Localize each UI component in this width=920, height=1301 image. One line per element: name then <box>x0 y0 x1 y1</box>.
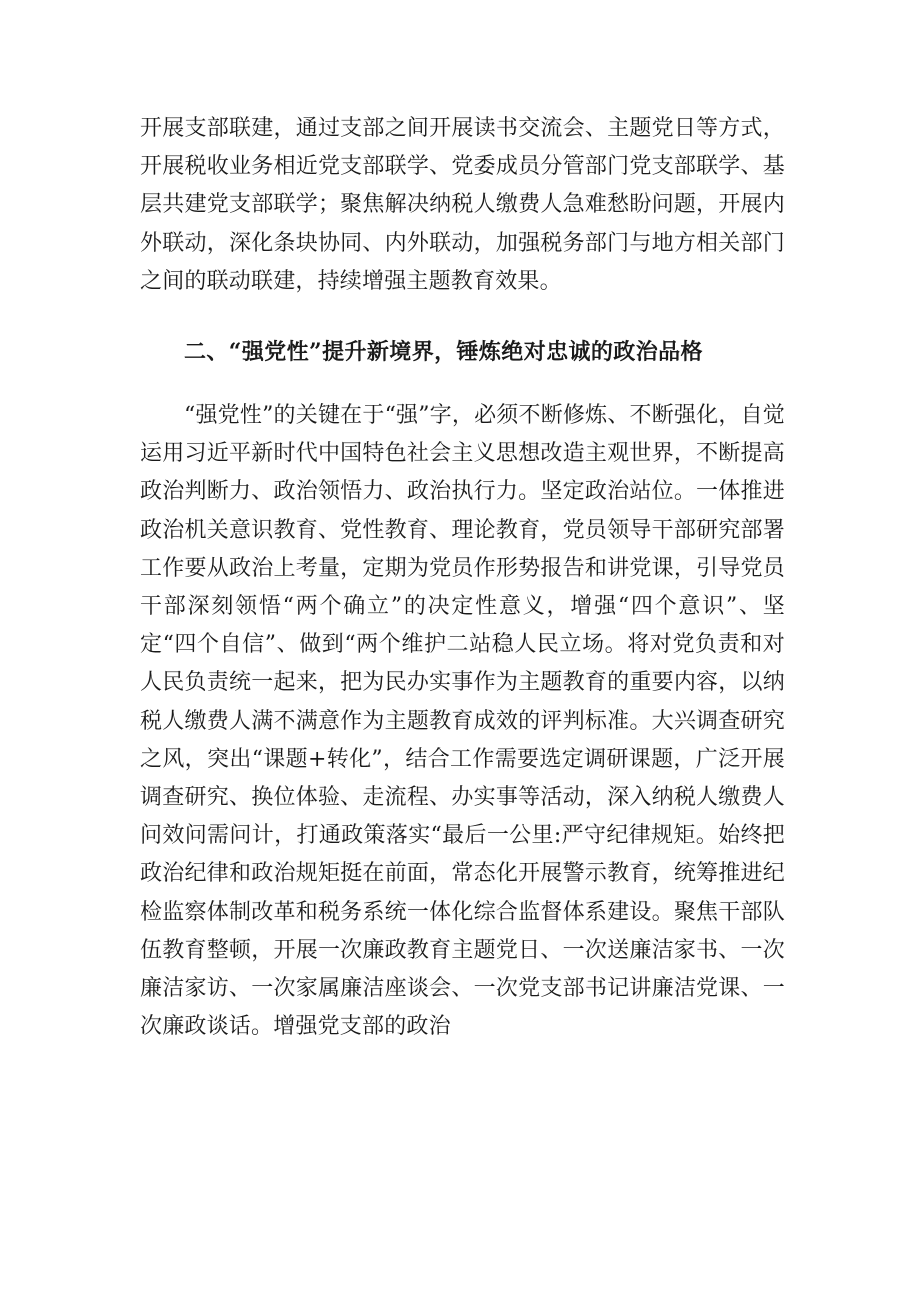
body-paragraph-2: “强党性”的关键在于“强”字，必须不断修炼、不断强化，自觉运用习近平新时代中国特色社会主义思想改造主观世界，不断提高政治判断力、政治领悟力、政治执行力。坚定政治站位。一体推进政治机关意识教育、党性教育、理论教育，党员领导干部研究部署工作要从政治上考量，定期为党员作形势报告和讲党课，引导党员干部深刻领悟“两个确立”的决定性意义，增强“四个意识”、坚定“四个自信”、做到“两个维护二站稳人民立场。将对党负责和对人民负责统一起来，把为民办实事作为主题教育的重要内容，以纳税人缴费人满不满意作为主题教育成效的评判标准。大兴调查研究之风，突出“课题+转化”，结合工作需要选定调研课题，广泛开展调查研究、换位体验、走流程、办实事等活动，深入纳税人缴费人问效问需问计，打通政策落实“最后一公里:严守纪律规矩。始终把政治纪律和政治规矩挺在前面，常态化开展警示教育，统筹推进纪检监察体制改革和税务系统一体化综合监督体系建设。聚焦干部队伍教育整顿，开展一次廉政教育主题党日、一次送廉洁家书、一次廉洁家访、一次家属廉洁座谈会、一次党支部书记讲廉洁党课、一次廉政谈话。增强党支部的政治 <box>140 403 785 1040</box>
section-heading-2: 二、“强党性”提升新境界，锤炼绝对忠诚的政治品格 <box>184 339 703 366</box>
body-paragraph-1: 开展支部联建，通过支部之间开展读书交流会、主题党日等方式，开展税收业务相近党支部联学、党委成员分管部门党支部联学、基层共建党支部联学；聚焦解决纳税人缴费人急难愁盼问题，开展内外联动，深化条块协同、内外联动，加强税务部门与地方相关部门之间的联动联建，持续增强主题教育效果。 <box>140 116 785 294</box>
document-page <box>140 110 785 1046</box>
